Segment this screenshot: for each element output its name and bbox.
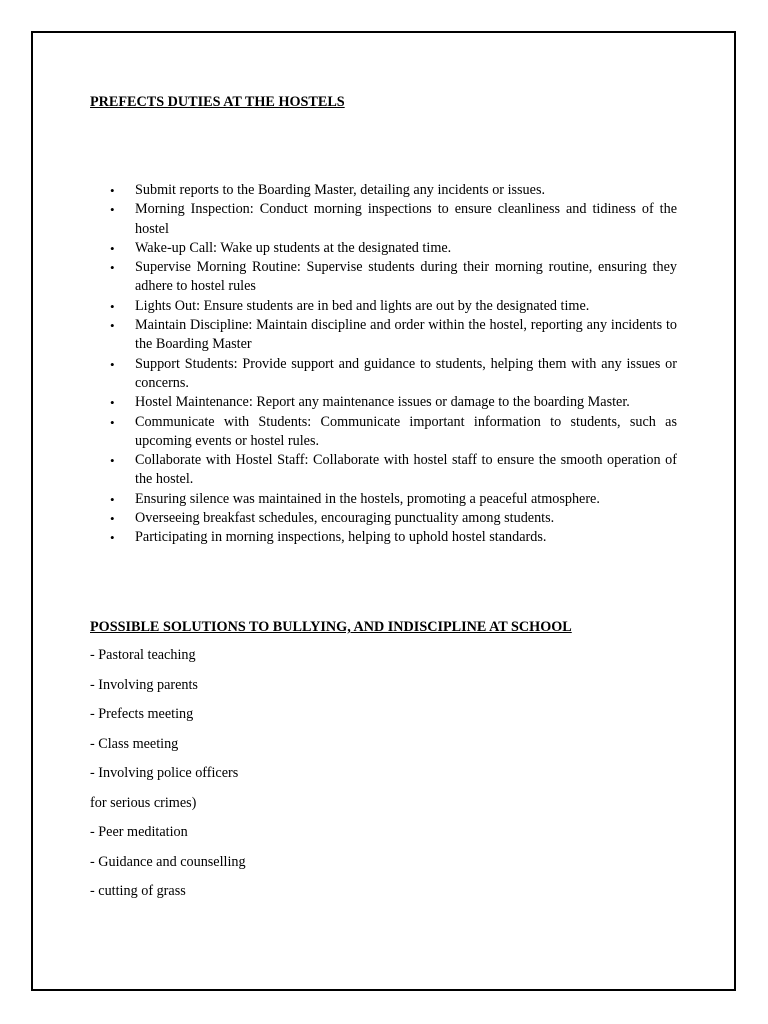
duty-text: Participating in morning inspections, helping to uphold hostel standards. xyxy=(135,529,547,546)
bullet-icon: • xyxy=(110,298,115,314)
duty-text: Submit reports to the Boarding Master, detailing any incidents or issues. xyxy=(135,182,546,198)
bullet-icon: • xyxy=(110,183,115,198)
bullet-icon: • xyxy=(110,318,115,334)
list-item: - Prefects meeting xyxy=(90,706,194,722)
list-item xyxy=(110,316,677,355)
list-item xyxy=(110,239,677,258)
duties-list xyxy=(110,181,677,548)
list-item: - Involving parents xyxy=(90,676,198,693)
duty-text: Communicate with Students: Communicate important information to students, such as upcoming events or hostel rules. xyxy=(135,413,677,449)
list-item xyxy=(110,258,677,297)
list-item: - Pastoral teaching xyxy=(90,647,196,663)
solutions-list xyxy=(90,647,246,913)
list-item: for serious crimes) xyxy=(90,794,197,811)
duty-text: Supervise Morning Routine: Supervise students during their morning routine, ensuring they adhere to hostel rules xyxy=(135,259,677,295)
list-item: - Class meeting xyxy=(90,735,179,752)
duty-text: Overseeing breakfast schedules, encouraging punctuality among students. xyxy=(135,510,555,527)
bullet-icon: • xyxy=(110,260,115,276)
bullet-icon: • xyxy=(110,453,115,469)
bullet-icon: • xyxy=(110,356,115,372)
list-item xyxy=(110,297,677,316)
heading-possible-solutions: POSSIBLE SOLUTIONS TO BULLYING, AND INDISCIPLINE AT SCHOOL xyxy=(90,619,572,635)
duty-text: Ensuring silence was maintained in the hostels, promoting a peaceful atmosphere. xyxy=(135,490,600,507)
bullet-icon: • xyxy=(110,530,115,546)
list-item xyxy=(110,413,677,452)
heading-prefects-duties: PREFECTS DUTIES AT THE HOSTELS xyxy=(90,94,345,110)
bullet-icon: • xyxy=(110,395,115,411)
duty-text: Morning Inspection: Conduct morning inspections to ensure cleanliness and tidiness of the hostel xyxy=(135,201,677,237)
list-item: - Involving police officers xyxy=(90,765,239,781)
list-item xyxy=(110,355,677,394)
bullet-icon: • xyxy=(110,414,115,430)
list-item: - cutting of grass xyxy=(90,883,186,899)
duty-text: Support Students: Provide support and guidance to students, helping them with any issues or concerns. xyxy=(135,355,677,391)
list-item: - Guidance and counselling xyxy=(90,853,246,870)
list-item xyxy=(110,451,677,490)
list-item xyxy=(110,200,677,239)
bullet-icon: • xyxy=(110,511,115,527)
list-item xyxy=(110,181,677,200)
duty-text: Lights Out: Ensure students are in bed and lights are out by the designated time. xyxy=(135,297,590,314)
list-item: - Peer meditation xyxy=(90,824,188,840)
bullet-icon: • xyxy=(110,202,115,218)
bullet-icon: • xyxy=(110,240,115,256)
duty-text: Hostel Maintenance: Report any maintenance issues or damage to the boarding Master. xyxy=(135,394,630,411)
duty-text: Maintain Discipline: Maintain discipline and order within the hostel, reporting any incidents to the Boarding Master xyxy=(135,317,677,353)
bullet-icon: • xyxy=(110,491,115,507)
duty-text: Collaborate with Hostel Staff: Collaborate with hostel staff to ensure the smooth operation of the hostel. xyxy=(135,452,677,488)
list-item xyxy=(110,528,677,547)
list-item xyxy=(110,393,677,412)
list-item xyxy=(110,490,677,509)
duty-text: Wake-up Call: Wake up students at the designated time. xyxy=(135,239,452,256)
list-item xyxy=(110,509,677,528)
